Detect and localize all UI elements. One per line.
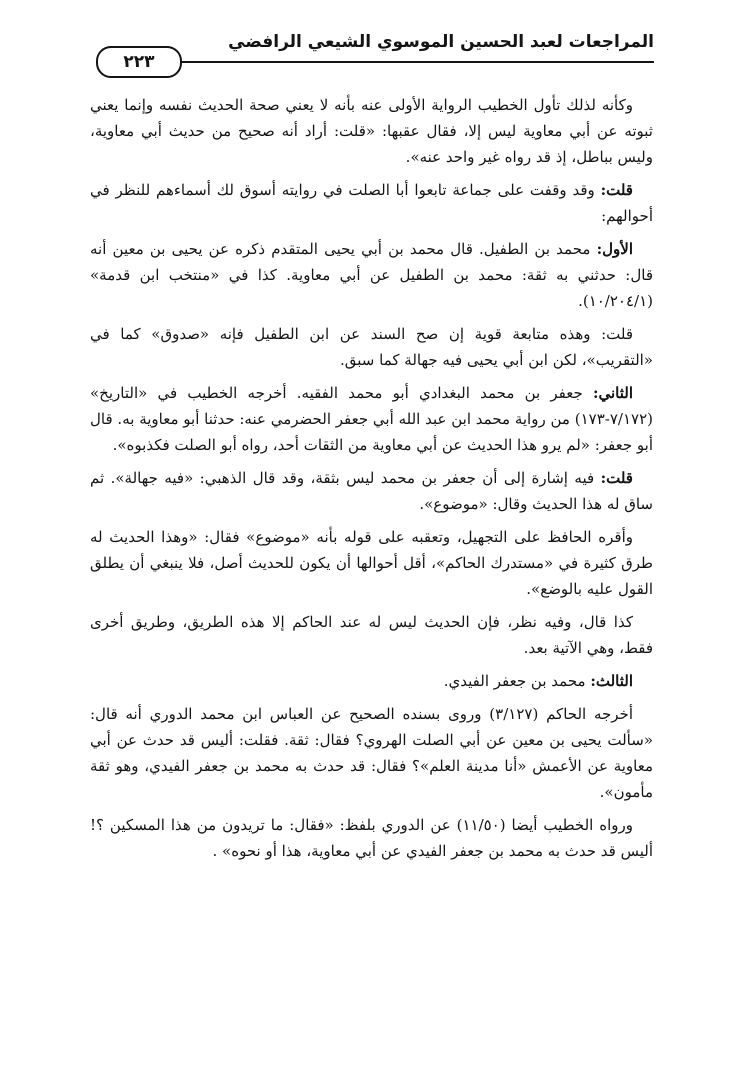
paragraph	[90, 701, 653, 805]
paragraph	[90, 609, 653, 661]
paragraph	[90, 236, 653, 314]
paragraph-text: وقد وقفت على جماعة تابعوا أبا الصلت في روايته أسوق لك أسماءهم للنظر في أحوالهم:	[90, 181, 653, 225]
paragraph-text: جعفر بن محمد البغدادي أبو محمد الفقيه. أخرجه الخطيب في «التاريخ» (٧/١٧٢-١٧٣) من رواية محمد ابن عبد الله أبي جعفر الحضرمي عنه: حدثنا أبو معاوية به. قال أبو جعفر: «لم يرو هذا الحديث عن أبي معاوية من الثقات أحد، رواه أبو الصلت فكذبوه».	[90, 384, 653, 454]
paragraph	[90, 321, 653, 373]
paragraph-lead: الثاني:	[592, 384, 633, 402]
paragraph-lead: قلت:	[600, 469, 633, 487]
paragraph-text: قلت: وهذه متابعة قوية إن صح السند عن ابن الطفيل فإنه «صدوق» كما في «التقريب»، لكن ابن أبي يحيى فيه جهالة كما سبق.	[90, 325, 653, 369]
paragraph	[90, 92, 653, 170]
paragraph-lead: الثالث:	[590, 672, 633, 690]
running-title: المراجعات لعبد الحسين الموسوي الشيعي الرافضي	[228, 32, 654, 52]
page-number: ٢٢٣	[96, 46, 182, 78]
paragraph-lead: قلت:	[600, 181, 633, 199]
paragraph-text: محمد بن الطفيل. قال محمد بن أبي يحيى المتقدم ذكره عن يحيى بن معين أنه قال: حدثني به ثقة: محمد بن الطفيل عن أبي معاوية. كذا في «منتخب ابن قدمة» (١٠/٢٠٤/١).	[90, 240, 653, 310]
paragraph-text: أخرجه الحاكم (٣/١٢٧) وروى بسنده الصحيح عن العباس ابن محمد الدوري أنه قال: «سألت يحيى بن معين عن أبي الصلت الهروي؟ فقال: ثقة. فقلت: أليس قد حدث عن أبي معاوية عن الأعمش «أنا مدينة العلم»؟ فقال: قد حدث به محمد بن جعفر الفيدي، وهو ثقة مأمون».	[90, 705, 653, 801]
paragraph	[90, 524, 653, 602]
paragraph-text: ورواه الخطيب أيضا (١١/٥٠) عن الدوري بلفظ: «فقال: ما تريدون من هذا المسكين ؟! أليس قد حدث به محمد بن جعفر الفيدي عن أبي معاوية، هذا أو نحوه» .	[90, 816, 653, 860]
paragraph	[90, 380, 653, 458]
paragraph-text: وأقره الحافظ على التجهيل، وتعقبه على قوله بأنه «موضوع» فقال: «وهذا الحديث له طرق كثيرة في «مستدرك الحاكم»، أقل أحوالها أن يكون للحديث أصل، فلا ينبغي أن يطلق القول عليه بالوضع».	[90, 528, 653, 598]
page-body	[90, 92, 653, 871]
paragraph-text: وكأنه لذلك تأول الخطيب الرواية الأولى عنه بأنه لا يعني صحة الحديث نفسه وإنما يعني ثبوته عن أبي معاوية ليس إلا، فقال عقبها: «قلت: أراد أنه صحيح من حديث أبي معاوية، وليس بباطل، إذ قد رواه غير واحد عنه».	[90, 96, 653, 166]
paragraph-text: فيه إشارة إلى أن جعفر بن محمد ليس بثقة، وقد قال الذهبي: «فيه جهالة». ثم ساق له هذا الحديث وقال: «موضوع».	[90, 469, 653, 513]
paragraph	[90, 668, 653, 694]
paragraph-text: محمد بن جعفر الفيدي.	[443, 672, 586, 690]
paragraph	[90, 177, 653, 229]
page-header	[96, 28, 654, 72]
paragraph	[90, 812, 653, 864]
paragraph-lead: الأول:	[596, 240, 633, 258]
paragraph-text: كذا قال، وفيه نظر، فإن الحديث ليس له عند الحاكم إلا هذه الطريق، وطريق أخرى فقط، وهي الآتية بعد.	[90, 613, 653, 657]
paragraph	[90, 465, 653, 517]
